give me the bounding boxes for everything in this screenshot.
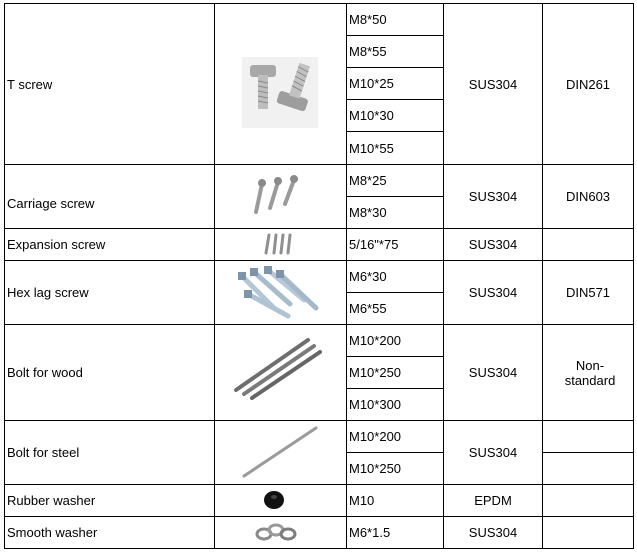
size-rubber-washer-1: M10 xyxy=(349,493,375,508)
standard-wood-bolt: Non-standard xyxy=(564,357,616,388)
standard-smooth-washer xyxy=(543,517,633,548)
standard-expansion-screw xyxy=(543,229,633,260)
standard-hex-lag-screw: DIN571 xyxy=(565,285,611,300)
size-wood-bolt-3: M10*300 xyxy=(349,397,402,412)
material-wood-bolt: SUS304 xyxy=(468,365,518,380)
size-t-screw-4: M10*30 xyxy=(349,108,394,123)
hex-lag-screw-photo xyxy=(234,264,324,322)
row-rubber-washer-name: Rubber washer xyxy=(7,493,96,508)
size-hex-lag-screw-2: M6*55 xyxy=(349,301,387,316)
size-steel-bolt-1: M10*200 xyxy=(349,429,402,444)
standard-t-screw: DIN261 xyxy=(565,76,611,92)
t-screw-photo xyxy=(240,55,320,130)
size-t-screw-5: M10*55 xyxy=(349,140,394,156)
material-hex-lag-screw: SUS304 xyxy=(468,285,518,300)
standard-steel-bolt xyxy=(543,421,633,452)
row-smooth-washer-name: Smooth washer xyxy=(7,525,98,540)
size-wood-bolt-1: M10*200 xyxy=(349,333,402,348)
material-t-screw: SUS304 xyxy=(468,76,518,92)
size-t-screw-3: M10*25 xyxy=(349,76,394,91)
row-steel-bolt-name: Bolt for steel xyxy=(7,445,80,460)
material-rubber-washer: EPDM xyxy=(474,493,512,508)
material-steel-bolt: SUS304 xyxy=(468,445,518,460)
size-hex-lag-screw-1: M6*30 xyxy=(349,269,387,284)
steel-bolt-photo xyxy=(240,424,320,480)
size-t-screw-1: M8*50 xyxy=(349,12,387,27)
size-carriage-screw-2: M8*30 xyxy=(349,205,387,220)
carriage-screw-photo xyxy=(252,174,306,218)
standard-rubber-washer xyxy=(543,485,633,516)
material-smooth-washer: SUS304 xyxy=(468,525,518,540)
size-smooth-washer-1: M6*1.5 xyxy=(349,525,391,540)
size-steel-bolt-2: M10*250 xyxy=(349,461,402,476)
row-expansion-screw-name: Expansion screw xyxy=(7,237,106,252)
size-t-screw-2: M8*55 xyxy=(349,44,387,59)
smooth-washer-photo xyxy=(255,522,297,542)
expansion-screw-photo xyxy=(262,232,294,256)
size-expansion-screw-1: 5/16"*75 xyxy=(349,237,399,252)
standard-carriage-screw: DIN603 xyxy=(565,189,611,204)
row-carriage-screw-name: Carriage screw xyxy=(7,196,95,211)
size-wood-bolt-2: M10*250 xyxy=(349,365,402,380)
rubber-washer-photo xyxy=(262,488,286,512)
size-carriage-screw-1: M8*25 xyxy=(349,173,387,188)
wood-bolt-photo xyxy=(232,336,322,400)
row-hex-lag-screw-name: Hex lag screw xyxy=(7,285,89,300)
material-carriage-screw: SUS304 xyxy=(468,189,518,204)
row-t-screw-name: T screw xyxy=(7,76,53,92)
material-expansion-screw: SUS304 xyxy=(468,237,518,252)
row-wood-bolt-name: Bolt for wood xyxy=(7,365,83,380)
